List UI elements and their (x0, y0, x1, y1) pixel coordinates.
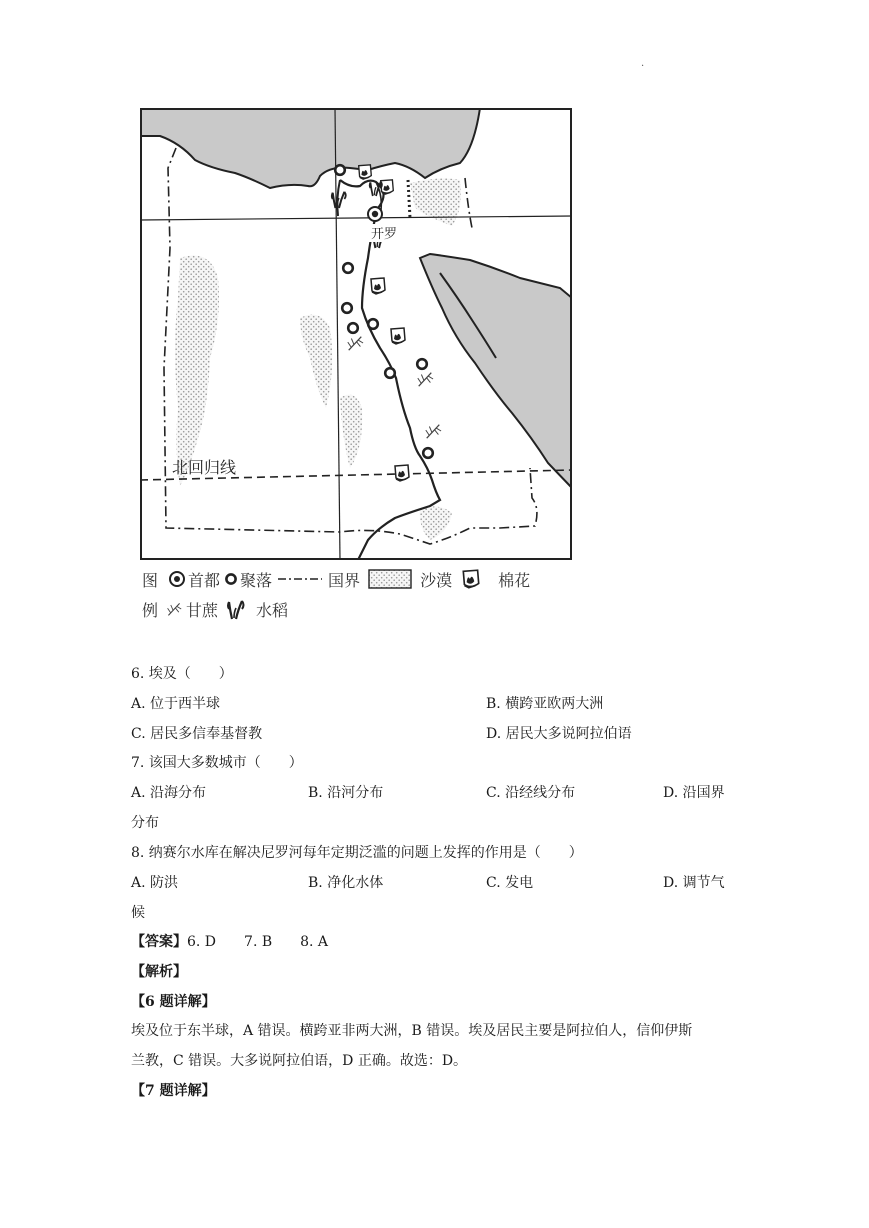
sugarcane-legend-icon (166, 601, 182, 617)
rice-legend-icon (226, 597, 246, 621)
q6-analysis-line-2: 兰教，C 错误。大多说阿拉伯语，D 正确。故选：D。 (131, 1053, 468, 1069)
q7-option-a: A. 沿海分布 (131, 785, 207, 801)
legend-rice: 水稻 (256, 600, 289, 620)
q6-analysis-line-1: 埃及位于东半球，A 错误。横跨亚非两大洲，B 错误。埃及居民主要是阿拉伯人，信仰伊斯 (131, 1023, 693, 1039)
map-svg (140, 108, 572, 560)
q8-option-d: D. 调节气 (663, 875, 725, 891)
question-8-stem: 8. 纳赛尔水库在解决尼罗河每年定期泛滥的问题上发挥的作用是（ ） (131, 845, 583, 861)
answer-text: 6. D 7. B 8. A (187, 934, 329, 950)
legend-settlement: 聚落 (240, 570, 273, 590)
q8-option-a: A. 防洪 (131, 875, 179, 891)
analysis-heading: 【解析】 (131, 964, 187, 980)
answer-label: 【答案】 (131, 934, 187, 950)
map-legend (142, 566, 582, 626)
legend-border: 国界 (328, 570, 361, 590)
legend-title-bottom: 例 (142, 600, 159, 620)
legend-title-top: 图 (142, 570, 159, 590)
q7-option-d: D. 沿国界 (663, 785, 725, 801)
settlement-legend-icon (224, 572, 238, 586)
q7-option-d-wrap: 分布 (131, 815, 159, 831)
cotton-legend-icon (460, 568, 482, 590)
q8-option-c: C. 发电 (486, 875, 534, 891)
legend-cotton: 棉花 (498, 570, 531, 590)
q7-option-b: B. 沿河分布 (308, 785, 384, 801)
q6-option-d: D. 居民大多说阿拉伯语 (486, 726, 632, 742)
q6-option-b: B. 横跨亚欧两大洲 (486, 696, 604, 712)
question-6-stem: 6. 埃及（ ） (131, 666, 233, 682)
q7-option-c: C. 沿经线分布 (486, 785, 576, 801)
legend-desert: 沙漠 (420, 570, 453, 590)
egypt-map (140, 108, 572, 560)
q6-analysis-heading: 【6 题详解】 (131, 994, 216, 1010)
capital-label: 开罗 (371, 227, 398, 242)
question-7-stem: 7. 该国大多数城市（ ） (131, 755, 303, 771)
q8-option-d-wrap: 候 (131, 905, 145, 921)
border-legend-icon (278, 574, 322, 584)
legend-sugarcane: 甘蔗 (186, 600, 219, 620)
answer-line (131, 932, 328, 952)
q7-analysis-heading: 【7 题详解】 (131, 1083, 216, 1099)
q8-option-b: B. 净化水体 (308, 875, 384, 891)
capital-legend-icon (168, 570, 186, 588)
q6-option-a: A. 位于西半球 (131, 696, 221, 712)
tropic-label: 北回归线 (172, 458, 237, 477)
desert-legend-icon (368, 569, 412, 589)
header-mark: . (641, 58, 645, 69)
q6-option-c: C. 居民多信奉基督教 (131, 726, 263, 742)
legend-capital: 首都 (188, 570, 221, 590)
